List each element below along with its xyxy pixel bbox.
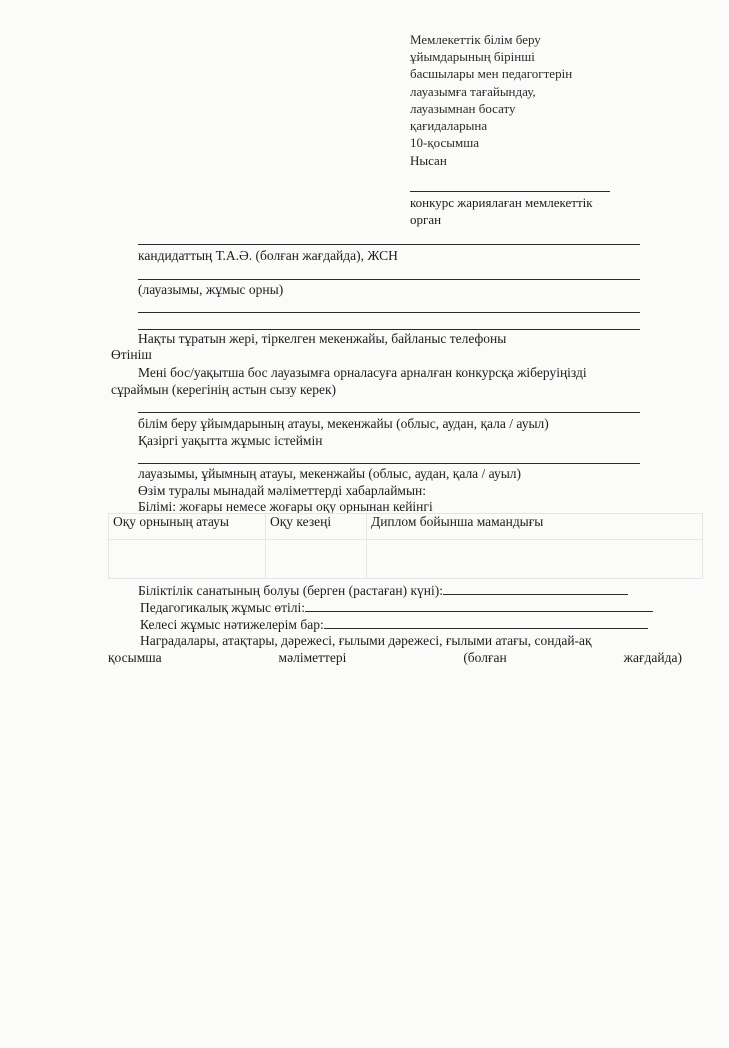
request-text-2: сұраймын (керегінің астын сызу керек) [111, 382, 337, 397]
education-table [108, 513, 703, 579]
table-cell[interactable] [266, 540, 367, 579]
awards-word: (болған [463, 650, 507, 665]
header-line: ұйымдарының бірінші [410, 49, 535, 65]
application-title: Өтініш [111, 347, 152, 362]
awards-word: жағдайда) [623, 650, 682, 665]
experience-input-line[interactable] [305, 599, 653, 612]
organization-caption: білім беру ұйымдарының атауы, мекенжайы (облыс, аудан, қала / ауыл) [138, 416, 549, 431]
job-caption: лауазымы, ұйымның атауы, мекенжайы (облыс, аудан, қала / ауыл) [138, 466, 522, 481]
table-header: Оқу орнының атауы [109, 514, 266, 540]
awards-text: Наградалары, атақтары, дәрежесі, ғылыми дәрежесі, ғылыми атағы, сондай-ақ [140, 633, 592, 648]
request-text: Мені бос/уақытша бос лауазымға орналасуға арналған конкурсқа жіберуіңізді [138, 365, 587, 380]
organ-input-line[interactable] [410, 191, 610, 192]
organ-caption-2: орган [410, 212, 442, 227]
results-input-line[interactable] [324, 616, 648, 629]
position-caption: (лауазымы, жұмыс орны) [138, 282, 284, 297]
table-header: Диплом бойынша мамандығы [367, 514, 703, 540]
address-caption: Нақты тұратын жері, тіркелген мекенжайы, байланыс телефоны [138, 331, 507, 346]
category-label: Біліктілік санатының болуы (берген (растаған) күні): [138, 583, 444, 598]
organization-input-line[interactable] [138, 412, 640, 413]
results-row [140, 616, 648, 633]
appendix-header [410, 31, 572, 151]
job-input-line[interactable] [138, 463, 640, 464]
table-cell[interactable] [367, 540, 703, 579]
awards-text-2 [108, 650, 682, 666]
header-line: лауазымға тағайындау, [410, 83, 536, 99]
education-text: Білімі: жоғары немесе жоғары оқу орнынан кейінгі [138, 499, 433, 514]
table-cell[interactable] [109, 540, 266, 579]
address-input-line-2[interactable] [138, 329, 640, 330]
form-label: Нысан [410, 153, 447, 168]
experience-row [140, 599, 653, 616]
results-label: Келесі жұмыс нәтижелерім бар: [140, 617, 324, 632]
header-line: лауазымнан босату [410, 100, 516, 116]
candidate-caption: кандидаттың Т.А.Ә. (болған жағдайда), ЖСН [138, 248, 398, 263]
awards-word: мәліметтері [278, 650, 347, 665]
address-input-line-1[interactable] [138, 312, 640, 313]
category-row [138, 582, 628, 599]
self-info-text: Өзім туралы мынадай мәліметтерді хабарлаймын: [138, 483, 427, 498]
position-input-line[interactable] [138, 279, 640, 280]
appendix-number: 10-қосымша [410, 135, 479, 151]
table-header-row [109, 514, 703, 540]
employment-status: Қазіргі уақытта жұмыс істеймін [138, 433, 323, 448]
header-line: басшылары мен педагогтерін [410, 66, 573, 82]
table-header: Оқу кезеңі [266, 514, 367, 540]
experience-label: Педагогикалық жұмыс өтілі: [140, 600, 306, 615]
header-line: Мемлекеттік білім беру [410, 32, 541, 47]
candidate-input-line[interactable] [138, 244, 640, 245]
table-row [109, 540, 703, 579]
header-line: қағидаларына [410, 118, 488, 134]
organ-caption: конкурс жариялаған мемлекеттік [410, 195, 593, 210]
awards-word: қосымша [108, 650, 162, 665]
category-input-line[interactable] [443, 582, 628, 595]
